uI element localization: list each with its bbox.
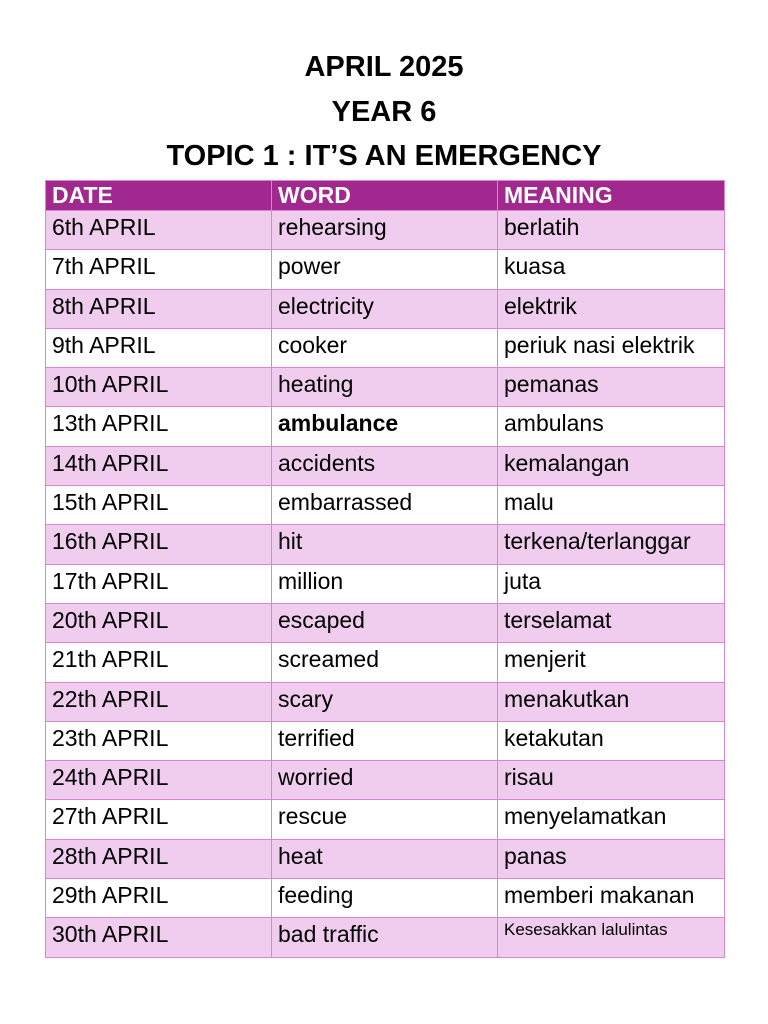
- column-header-date: DATE: [46, 181, 272, 211]
- word-cell: worried: [272, 761, 498, 800]
- table-row: [46, 839, 725, 878]
- date-cell: 6th APRIL: [46, 211, 272, 250]
- meaning-cell: berlatih: [498, 211, 725, 250]
- date-cell: 13th APRIL: [46, 407, 272, 446]
- word-cell: terrified: [272, 721, 498, 760]
- meaning-cell: juta: [498, 564, 725, 603]
- date-cell: 15th APRIL: [46, 486, 272, 525]
- table-row: [46, 721, 725, 760]
- date-cell: 30th APRIL: [46, 918, 272, 957]
- word-cell: hit: [272, 525, 498, 564]
- table-row: [46, 800, 725, 839]
- meaning-cell: malu: [498, 486, 725, 525]
- meaning-cell: menyelamatkan: [498, 800, 725, 839]
- table-row: [46, 368, 725, 407]
- word-cell: electricity: [272, 289, 498, 328]
- month-title: APRIL 2025: [304, 51, 464, 83]
- date-cell: 22th APRIL: [46, 682, 272, 721]
- meaning-cell: ambulans: [498, 407, 725, 446]
- table-row: [46, 682, 725, 721]
- date-cell: 27th APRIL: [46, 800, 272, 839]
- date-cell: 10th APRIL: [46, 368, 272, 407]
- date-cell: 17th APRIL: [46, 564, 272, 603]
- word-cell: bad traffic: [272, 918, 498, 957]
- date-cell: 9th APRIL: [46, 328, 272, 367]
- meaning-cell: menjerit: [498, 643, 725, 682]
- word-cell: million: [272, 564, 498, 603]
- table-row: [46, 289, 725, 328]
- meaning-cell: risau: [498, 761, 725, 800]
- meaning-cell: elektrik: [498, 289, 725, 328]
- date-cell: 16th APRIL: [46, 525, 272, 564]
- word-cell: screamed: [272, 643, 498, 682]
- word-cell: escaped: [272, 603, 498, 642]
- word-cell: rescue: [272, 800, 498, 839]
- year-title: YEAR 6: [331, 95, 437, 128]
- date-cell: 7th APRIL: [46, 250, 272, 289]
- word-cell: ambulance: [272, 407, 498, 446]
- table-row: [46, 643, 725, 682]
- table-row: [46, 918, 725, 957]
- meaning-cell: panas: [498, 839, 725, 878]
- date-cell: 28th APRIL: [46, 839, 272, 878]
- word-cell: heating: [272, 368, 498, 407]
- table-row: [46, 407, 725, 446]
- meaning-cell: pemanas: [498, 368, 725, 407]
- meaning-cell: Kesesakkan lalulintas: [498, 918, 725, 957]
- title-block: [0, 45, 768, 179]
- word-cell: power: [272, 250, 498, 289]
- date-cell: 24th APRIL: [46, 761, 272, 800]
- table-row: [46, 250, 725, 289]
- date-cell: 23th APRIL: [46, 721, 272, 760]
- meaning-cell: ketakutan: [498, 721, 725, 760]
- date-cell: 14th APRIL: [46, 446, 272, 485]
- word-cell: scary: [272, 682, 498, 721]
- topic-title: TOPIC 1 : IT’S AN EMERGENCY: [166, 140, 602, 172]
- word-cell: embarrassed: [272, 486, 498, 525]
- table-header-row: [46, 181, 725, 211]
- table-row: [46, 761, 725, 800]
- word-cell: heat: [272, 839, 498, 878]
- word-cell: rehearsing: [272, 211, 498, 250]
- meaning-cell: terkena/terlanggar: [498, 525, 725, 564]
- meaning-cell: periuk nasi elektrik: [498, 328, 725, 367]
- table-row: [46, 486, 725, 525]
- date-cell: 20th APRIL: [46, 603, 272, 642]
- word-cell: cooker: [272, 328, 498, 367]
- word-cell: accidents: [272, 446, 498, 485]
- vocabulary-table: [45, 180, 725, 958]
- meaning-cell: kemalangan: [498, 446, 725, 485]
- column-header-meaning: MEANING: [498, 181, 725, 211]
- table-row: [46, 211, 725, 250]
- date-cell: 21th APRIL: [46, 643, 272, 682]
- table-row: [46, 525, 725, 564]
- meaning-cell: kuasa: [498, 250, 725, 289]
- table-row: [46, 879, 725, 918]
- table-row: [46, 446, 725, 485]
- meaning-cell: terselamat: [498, 603, 725, 642]
- table-row: [46, 328, 725, 367]
- column-header-word: WORD: [272, 181, 498, 211]
- table-row: [46, 564, 725, 603]
- date-cell: 8th APRIL: [46, 289, 272, 328]
- meaning-cell: memberi makanan: [498, 879, 725, 918]
- date-cell: 29th APRIL: [46, 879, 272, 918]
- table-row: [46, 603, 725, 642]
- table-body: [46, 211, 725, 958]
- word-cell: feeding: [272, 879, 498, 918]
- meaning-cell: menakutkan: [498, 682, 725, 721]
